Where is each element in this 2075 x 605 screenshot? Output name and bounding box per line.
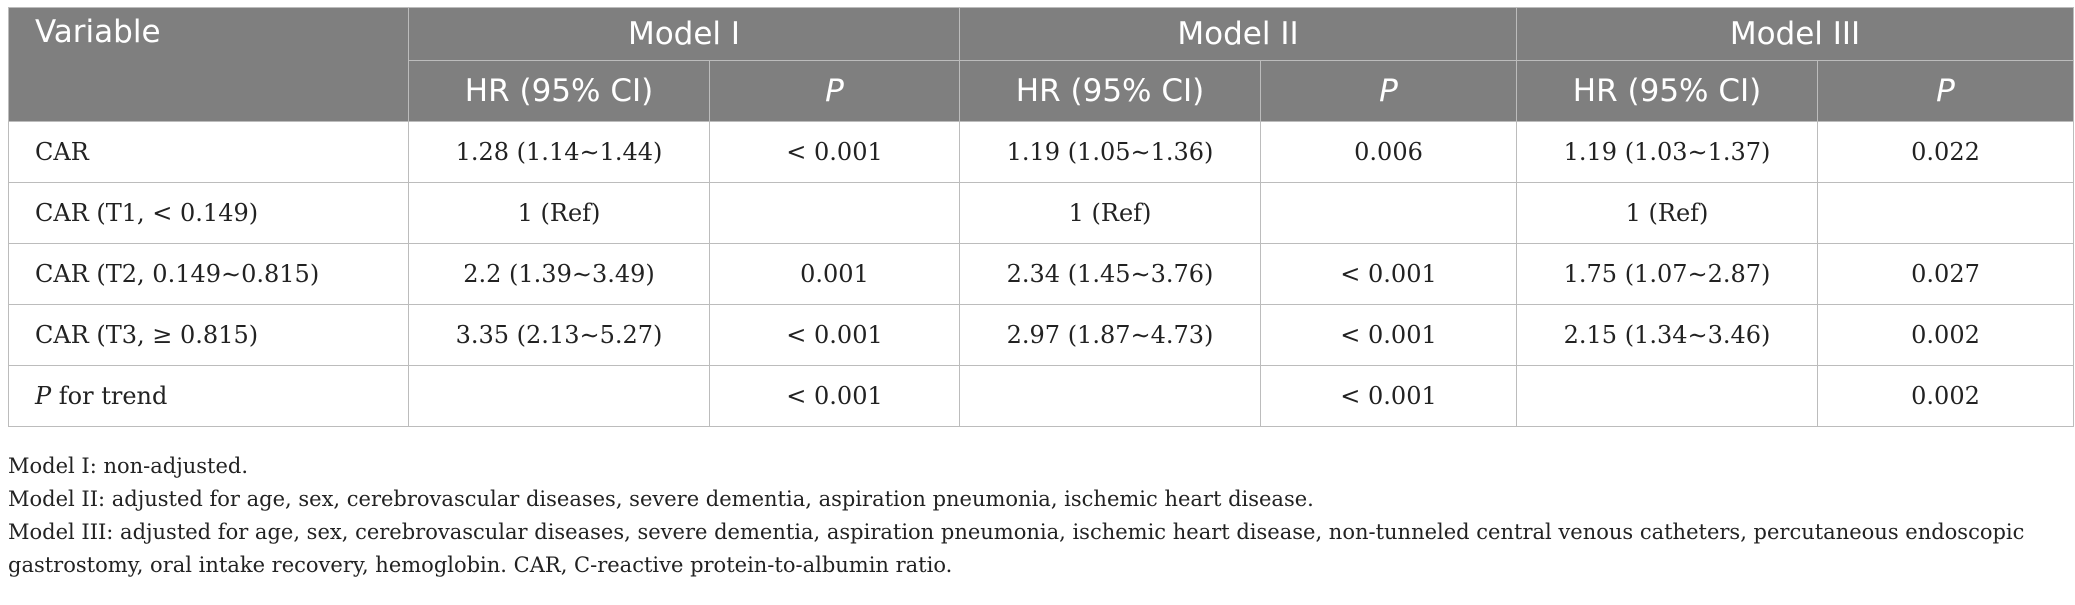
- model-3-hr-header: HR (95% CI): [1517, 61, 1818, 122]
- model-2-p-cell: [1261, 183, 1517, 244]
- model-3-hr-cell: [1517, 366, 1818, 427]
- model-2-p-header: P: [1261, 61, 1517, 122]
- model-1-hr-header: HR (95% CI): [409, 61, 710, 122]
- table-row: [9, 122, 2074, 183]
- model-3-hr-cell: 1.19 (1.03∼1.37): [1517, 122, 1818, 183]
- model-1-hr-cell: 1.28 (1.14∼1.44): [409, 122, 710, 183]
- model-3-header: Model III: [1517, 8, 2074, 61]
- model-1-p-header: P: [710, 61, 960, 122]
- row-label: CAR (T2, 0.149∼0.815): [9, 244, 409, 305]
- model-2-hr-header: HR (95% CI): [960, 61, 1261, 122]
- model-2-hr-cell: 2.34 (1.45∼3.76): [960, 244, 1261, 305]
- results-table-container: [8, 7, 2073, 427]
- model-1-p-cell: [710, 183, 960, 244]
- row-label: CAR (T3, ≥ 0.815): [9, 305, 409, 366]
- table-row: [9, 244, 2074, 305]
- footnote-model-1: Model I: non-adjusted.: [8, 454, 249, 478]
- model-3-hr-cell: 1.75 (1.07∼2.87): [1517, 244, 1818, 305]
- model-1-hr-cell: 1 (Ref): [409, 183, 710, 244]
- model-1-hr-cell: 2.2 (1.39∼3.49): [409, 244, 710, 305]
- model-2-header: Model II: [960, 8, 1517, 61]
- model-2-hr-cell: 1.19 (1.05∼1.36): [960, 122, 1261, 183]
- trend-label-p: P: [35, 382, 52, 410]
- model-3-p-header: P: [1818, 61, 2074, 122]
- model-1-p-cell: < 0.001: [710, 122, 960, 183]
- model-2-p-cell: < 0.001: [1261, 305, 1517, 366]
- model-3-p-cell: 0.002: [1818, 305, 2074, 366]
- table-header: [9, 8, 2074, 122]
- row-label: CAR: [9, 122, 409, 183]
- model-2-p-cell: < 0.001: [1261, 244, 1517, 305]
- model-3-p-cell: 0.027: [1818, 244, 2074, 305]
- table-body: [9, 122, 2074, 427]
- model-3-hr-cell: 2.15 (1.34∼3.46): [1517, 305, 1818, 366]
- trend-row: [9, 366, 2074, 427]
- model-2-hr-cell: 1 (Ref): [960, 183, 1261, 244]
- model-2-hr-cell: 2.97 (1.87∼4.73): [960, 305, 1261, 366]
- footnote-model-3: Model III: adjusted for age, sex, cerebrovascular diseases, severe dementia, aspiration pneumonia, ischemic heart disease, non-tunneled central venous catheters, percutaneous endoscopic gastrostomy, oral intake recovery, hemoglobin. CAR, C-reactive protein-to-albumin ratio.: [8, 520, 2025, 577]
- hazard-ratio-table: [8, 7, 2074, 427]
- footnote-model-2: Model II: adjusted for age, sex, cerebrovascular diseases, severe dementia, aspiration pneumonia, ischemic heart disease.: [8, 487, 1314, 511]
- model-3-p-cell: 0.002: [1818, 366, 2074, 427]
- model-2-p-cell: 0.006: [1261, 122, 1517, 183]
- table-footnotes: [8, 450, 2068, 582]
- model-3-hr-cell: 1 (Ref): [1517, 183, 1818, 244]
- trend-row-label: [9, 366, 409, 427]
- model-1-p-cell: 0.001: [710, 244, 960, 305]
- variable-header: Variable: [9, 8, 409, 122]
- model-2-hr-cell: [960, 366, 1261, 427]
- table-row: [9, 305, 2074, 366]
- model-3-p-cell: 0.022: [1818, 122, 2074, 183]
- header-row-models: [9, 8, 2074, 61]
- model-1-p-cell: < 0.001: [710, 305, 960, 366]
- table-row: [9, 183, 2074, 244]
- model-1-hr-cell: [409, 366, 710, 427]
- model-3-p-cell: [1818, 183, 2074, 244]
- row-label: CAR (T1, < 0.149): [9, 183, 409, 244]
- model-1-p-cell: < 0.001: [710, 366, 960, 427]
- model-1-hr-cell: 3.35 (2.13∼5.27): [409, 305, 710, 366]
- model-2-p-cell: < 0.001: [1261, 366, 1517, 427]
- trend-label-text: for trend: [51, 382, 168, 410]
- model-1-header: Model I: [409, 8, 960, 61]
